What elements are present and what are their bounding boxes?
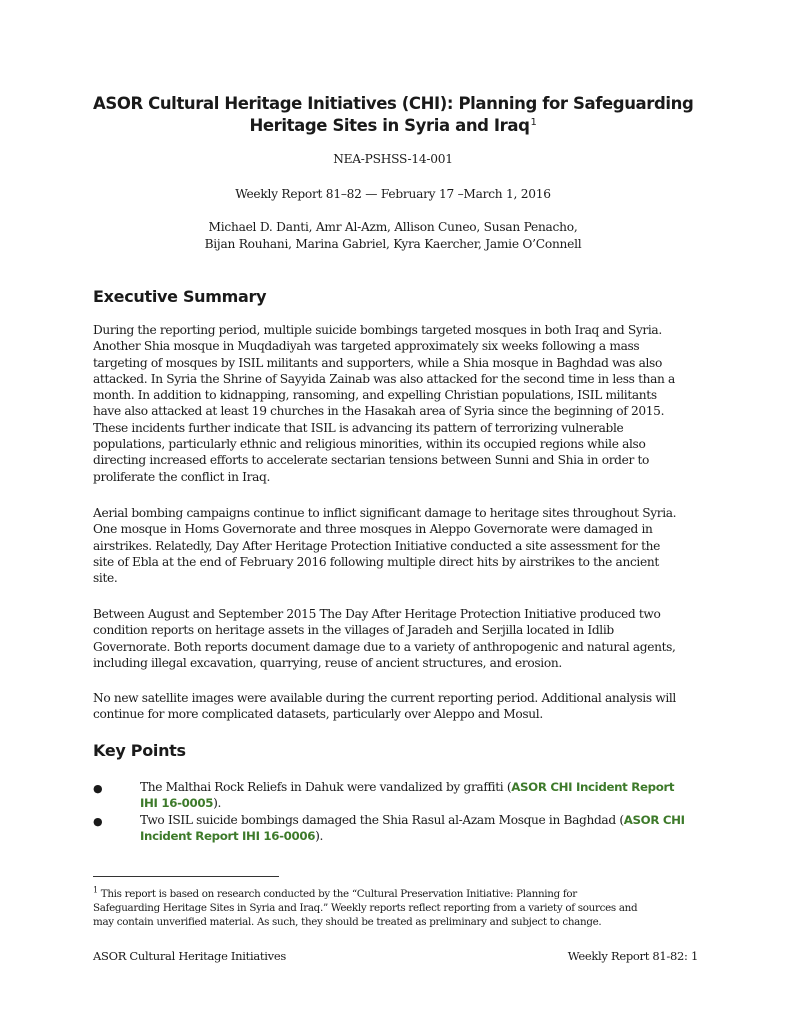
authors bbox=[93, 219, 693, 253]
text-line: site of Ebla at the end of February 2016 following multiple direct hits by airstrikes to the ancient bbox=[93, 554, 659, 569]
bullet-marker: ● bbox=[93, 782, 103, 795]
text-line: These incidents further indicate that ISIL is advancing its pattern of terrorizing vulnerable bbox=[93, 420, 624, 435]
footnote bbox=[93, 887, 713, 929]
summary-paragraph-3 bbox=[93, 606, 703, 671]
key-point-line: Incident Report IHI 16-0006). bbox=[140, 829, 324, 844]
title-line-2: Heritage Sites in Syria and Iraq$^1$ bbox=[249, 116, 537, 135]
authors-line-2: Bijan Rouhani, Marina Gabriel, Kyra Kaercher, Jamie O’Connell bbox=[204, 237, 582, 251]
incident-report-link-ihi-16-0006-cont[interactable]: Incident Report IHI 16-0006 bbox=[140, 829, 316, 844]
text-line: directing increased efforts to accelerate sectarian tensions between Sunni and Shia in order to bbox=[93, 453, 650, 468]
key-points-heading: Key Points bbox=[93, 741, 186, 760]
text-line: Governorate. Both reports document damage due to a variety of anthropogenic and natural agents, bbox=[93, 639, 676, 654]
text-line: including illegal excavation, quarrying, reuse of ancient structures, and erosion. bbox=[93, 655, 562, 670]
report-dates: Weekly Report 81–82 — February 17 –March 1, 2016 bbox=[235, 187, 551, 201]
footnote-line: may contain unverified material. As such, they should be treated as preliminary and subject to change. bbox=[93, 916, 602, 928]
text-line: No new satellite images were available during the current reporting period. Additional analysis will bbox=[93, 691, 676, 705]
summary-paragraph-1 bbox=[93, 322, 703, 485]
footnote-marker: 1 bbox=[93, 885, 98, 895]
executive-summary-heading: Executive Summary bbox=[93, 287, 267, 306]
text-line: condition reports on heritage assets in the villages of Jaradeh and Serjilla located in Idlib bbox=[93, 623, 614, 638]
summary-paragraph-4 bbox=[93, 690, 703, 723]
text-line: month. In addition to kidnapping, ransoming, and expelling Christian populations, ISIL militants bbox=[93, 388, 657, 403]
bullet-marker: ● bbox=[93, 815, 103, 828]
footnote-line: Safeguarding Heritage Sites in Syria and Iraq.” Weekly reports reflect reporting from a variety of sources and bbox=[93, 902, 638, 914]
text-line: attacked. In Syria the Shrine of Sayyida Zainab was also attacked for the second time in less than a bbox=[93, 371, 675, 386]
grant-number: NEA-PSHSS-14-001 bbox=[333, 152, 453, 166]
text-line: populations, particularly ethnic and religious minorities, within its occupied regions while also bbox=[93, 437, 646, 452]
footnote-line: $^1$ This report is based on research conducted by the “Cultural Preservation Initiative: Planning for bbox=[93, 885, 577, 900]
text-line: Another Shia mosque in Muqdadiyah was targeted approximately six weeks following a mass bbox=[93, 339, 640, 354]
key-point-1 bbox=[140, 779, 674, 812]
key-point-line: Two ISIL suicide bombings damaged the Shia Rasul al-Azam Mosque in Baghdad (ASOR CHI bbox=[140, 813, 685, 827]
text-line: site. bbox=[93, 571, 118, 586]
text-line: airstrikes. Relatedly, Day After Heritage Protection Initiative conducted a site assessment for the bbox=[93, 538, 661, 553]
key-point-line: IHI 16-0005). bbox=[140, 796, 221, 811]
title-line-1: ASOR Cultural Heritage Initiatives (CHI): Planning for Safeguarding bbox=[93, 94, 694, 113]
footer-left: ASOR Cultural Heritage Initiatives bbox=[93, 949, 286, 963]
footer-page-number: Weekly Report 81-82: 1 bbox=[567, 949, 698, 963]
authors-line-1: Michael D. Danti, Amr Al-Azm, Allison Cuneo, Susan Penacho, bbox=[208, 220, 578, 234]
text-line: During the reporting period, multiple suicide bombings targeted mosques in both Iraq and Syria. bbox=[93, 323, 662, 337]
text-line: Aerial bombing campaigns continue to inflict significant damage to heritage sites throughout Syria. bbox=[93, 506, 677, 520]
text-line: targeting of mosques by ISIL militants and supporters, while a Shia mosque in Baghdad was also bbox=[93, 355, 662, 370]
text-line: Between August and September 2015 The Day After Heritage Protection Initiative produced two bbox=[93, 607, 661, 621]
incident-report-link-ihi-16-0006[interactable]: ASOR CHI bbox=[623, 813, 685, 827]
key-point-2 bbox=[140, 812, 685, 845]
footnote-separator bbox=[93, 876, 279, 877]
incident-report-link-ihi-16-0005[interactable]: ASOR CHI Incident Report bbox=[511, 780, 675, 794]
summary-paragraph-2 bbox=[93, 505, 703, 586]
key-point-line: The Malthai Rock Reliefs in Dahuk were vandalized by graffiti (ASOR CHI Incident Report bbox=[140, 780, 675, 794]
document-title bbox=[93, 93, 693, 137]
text-line: continue for more complicated datasets, particularly over Aleppo and Mosul. bbox=[93, 707, 543, 722]
text-line: proliferate the conflict in Iraq. bbox=[93, 469, 270, 484]
text-line: have also attacked at least 19 churches in the Hasakah area of Syria since the beginning of 2015. bbox=[93, 404, 665, 419]
text-line: One mosque in Homs Governorate and three mosques in Aleppo Governorate were damaged in bbox=[93, 522, 653, 537]
footnote-reference[interactable]: 1 bbox=[530, 116, 537, 128]
incident-report-link-ihi-16-0005-cont[interactable]: IHI 16-0005 bbox=[140, 796, 214, 811]
